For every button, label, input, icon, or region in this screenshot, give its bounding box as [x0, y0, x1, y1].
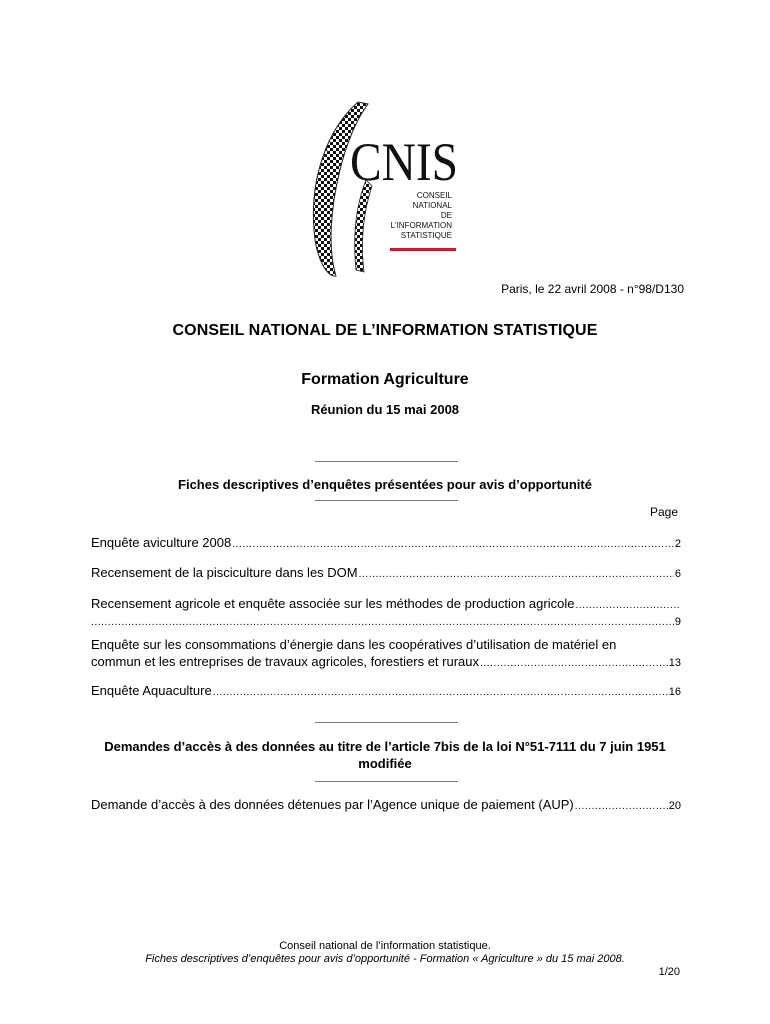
cnis-logo-graphic — [306, 100, 466, 280]
section1-title: Fiches descriptives d’enquêtes présentées pour avis d’opportunité — [178, 477, 592, 492]
cnis-logo — [306, 100, 466, 280]
toc-entry[interactable] — [91, 796, 681, 815]
logo-line: STATISTIQUE — [400, 231, 452, 240]
toc-entry-label: Demande d’accès à des données détenues par l’Agence unique de paiement (AUP) — [91, 797, 574, 812]
section2-title: Demandes d’accès à des données au titre de l’article 7bis de la loi N°51-7111 du 7 juin 1951 modifiée — [104, 739, 666, 771]
logo-acronym: CNIS — [350, 132, 458, 192]
toc-entry-label: Recensement agricole et enquête associée sur les méthodes de production agricole — [91, 596, 575, 611]
footer-line2: Fiches descriptives d’enquêtes pour avis d’opportunité - Formation « Agriculture » du 15 mai 2008. — [145, 953, 625, 965]
toc-entry-page: 9 — [674, 616, 681, 628]
divider — [315, 461, 458, 462]
logo-red-bar — [390, 248, 456, 251]
logo-line: NATIONAL — [412, 201, 452, 210]
logo-line: DE — [440, 211, 452, 220]
toc-entry[interactable] — [91, 682, 681, 701]
toc-entry-page: 16 — [668, 686, 681, 698]
toc-entry-label: Enquête Aquaculture — [91, 683, 212, 698]
toc-leader — [359, 566, 674, 583]
toc-entry[interactable] — [91, 636, 681, 672]
toc-leader — [575, 597, 680, 614]
toc-entry[interactable] — [91, 534, 681, 553]
meeting-date: Réunion du 15 mai 2008 — [310, 402, 460, 417]
toc-leader — [575, 798, 668, 815]
toc-entry-page: 20 — [668, 800, 681, 812]
toc-entry[interactable] — [91, 595, 681, 631]
formation-title: Formation Agriculture — [301, 371, 469, 388]
toc-leader — [213, 684, 668, 701]
date-reference: Paris, le 22 avril 2008 - n°98/D130 — [501, 282, 684, 296]
toc-entry-page: 13 — [668, 657, 681, 669]
divider — [315, 781, 458, 782]
divider — [315, 722, 458, 723]
toc-entry-label: commun et les entreprises de travaux agricoles, forestiers et ruraux — [91, 654, 480, 669]
footer — [0, 940, 770, 966]
footer-line1: Conseil national de l’information statistique. — [279, 940, 491, 952]
toc-entry-page: 2 — [674, 538, 681, 550]
toc-entry[interactable] — [91, 564, 681, 583]
page-column-label: Page — [649, 505, 678, 519]
toc-entry-page: 6 — [674, 568, 681, 580]
logo-line: L'INFORMATION — [390, 221, 452, 230]
toc-leader — [232, 536, 674, 553]
toc-entry-label: Enquête aviculture 2008 — [91, 535, 232, 550]
toc-entry-label: Recensement de la pisciculture dans les DOM — [91, 565, 358, 580]
toc-leader — [480, 655, 668, 672]
page-number: 1/20 — [658, 966, 680, 978]
toc-leader — [91, 614, 674, 631]
toc-entry-label: Enquête sur les consommations d’énergie dans les coopératives d’utilisation de matériel en — [91, 637, 617, 652]
document-title: CONSEIL NATIONAL DE L’INFORMATION STATISTIQUE — [172, 322, 598, 339]
divider — [315, 500, 458, 501]
logo-line: CONSEIL — [416, 191, 452, 200]
